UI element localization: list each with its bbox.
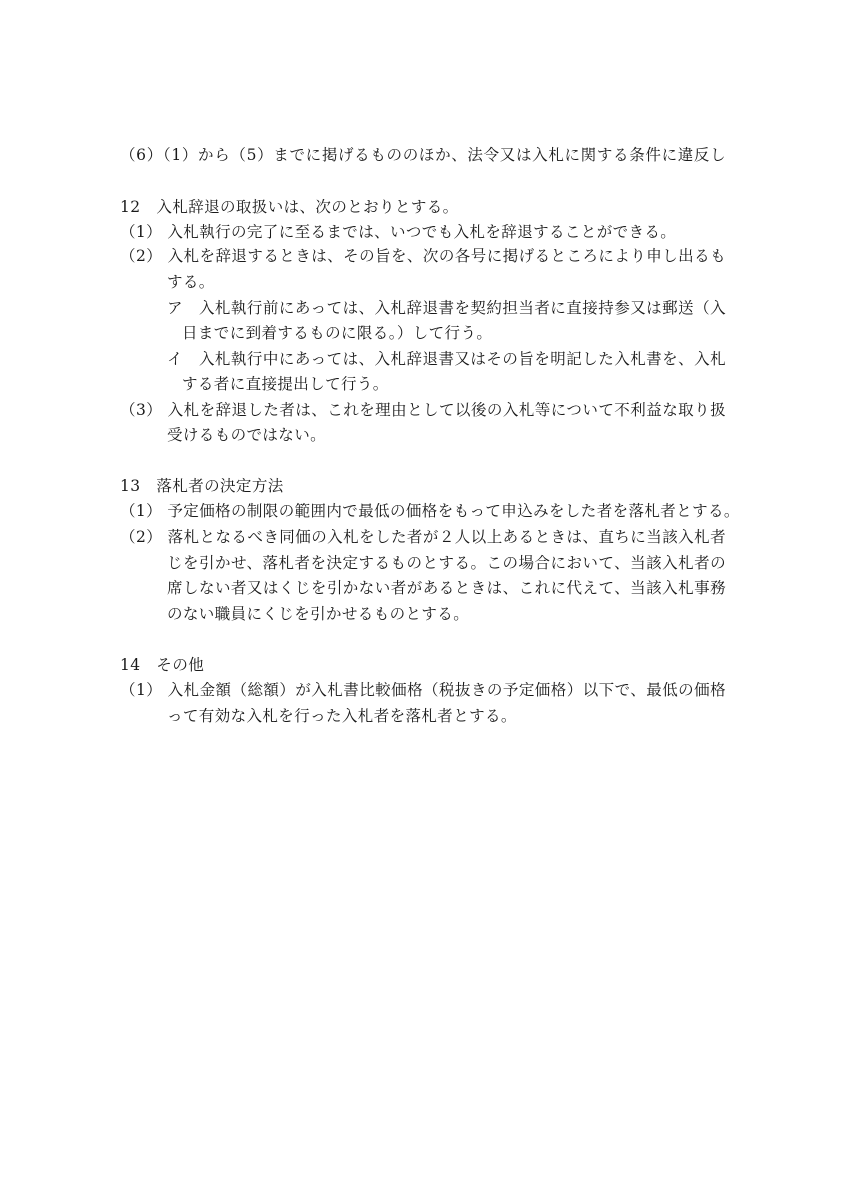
section-12-item-3-line-1: （3） 入札を辞退した者は、これを理由として以後の入札等について不利益な取り扱 [120, 401, 726, 419]
section-12-heading: 12 入札辞退の取扱いは、次のとおりとする。 [120, 198, 459, 216]
section-12-sub-i-line-1: イ 入札執行中にあっては、入札辞退書又はその旨を明記した入札書を、入札 [167, 350, 726, 368]
section-14-heading: 14 その他 [120, 656, 205, 674]
section-12-item-2-line-1: （2） 入札を辞退するときは、その旨を、次の各号に掲げるところにより申し出るも [120, 247, 726, 265]
section-12-item-3-line-2: 受けるものではない。 [167, 426, 327, 444]
section-13-item-2-line-1: （2） 落札となるべき同価の入札をした者が２人以上あるときは、直ちに当該入札者 [120, 528, 726, 546]
item-6-condition-violation: （6）（1）から（5）までに掲げるもののほか、法令又は入札に関する条件に違反し [120, 146, 726, 164]
section-12-item-2-line-2: する。 [167, 273, 215, 291]
section-13-item-2-line-3: 席しない者又はくじを引かない者があるときは、これに代えて、当該入札事務 [167, 579, 726, 597]
section-12-sub-a-line-1: ア 入札執行前にあっては、入札辞退書を契約担当者に直接持参又は郵送（入 [167, 299, 726, 317]
section-12-sub-i-line-2: する者に直接提出して行う。 [182, 375, 389, 393]
section-12-item-1: （1） 入札執行の完了に至るまでは、いつでも入札を辞退することができる。 [120, 223, 677, 241]
section-13-heading: 13 落札者の決定方法 [120, 477, 284, 495]
section-13-item-2-line-2: じを引かせ、落札者を決定するものとする。この場合において、当該入札者の [167, 554, 726, 572]
section-14-item-1-line-2: って有効な入札を行った入札者を落札者とする。 [167, 707, 517, 725]
section-12-sub-a-line-2: 日までに到着するものに限る。）して行う。 [182, 324, 493, 342]
section-14-item-1-line-1: （1） 入札金額（総額）が入札書比較価格（税抜きの予定価格）以下で、最低の価格 [120, 681, 726, 699]
section-13-item-2-line-4: のない職員にくじを引かせるものとする。 [167, 605, 470, 623]
section-13-item-1: （1） 予定価格の制限の範囲内で最低の価格をもって申込みをした者を落札者とする。 [120, 502, 740, 520]
